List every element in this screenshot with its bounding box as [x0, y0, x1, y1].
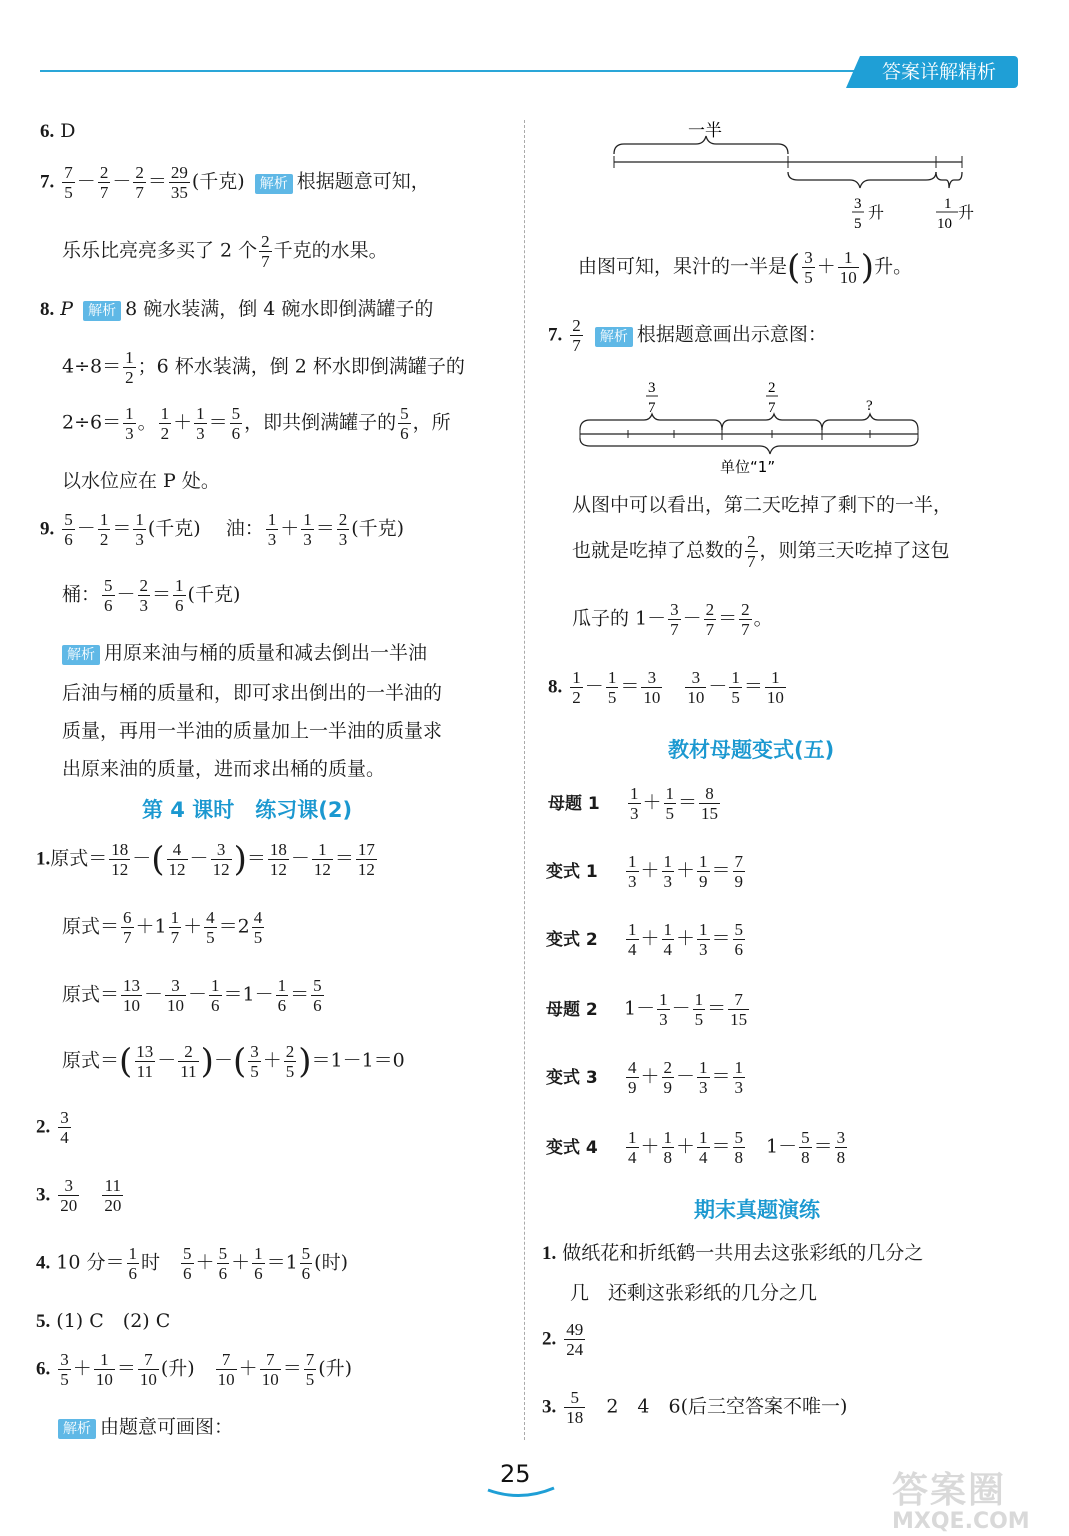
left-p1-eq3: 原式＝ $\frac{13}{10}$ － $\frac{3}{10}$ － $\frac{1}{6}$ ＝1－ $\frac{1}{6}$ ＝ $\frac{5}{6}$ [62, 976, 322, 1015]
svg-text:10: 10 [937, 216, 952, 232]
left-p1-eq4: 原式＝( $\frac{13}{11}$ － $\frac{2}{11}$ )－( $\frac{3}{5}$ ＋ $\frac{2}{5}$ )＝1－1＝0 [62, 1041, 405, 1082]
right-q7-l3: 瓜子的 1－ $\frac{3}{7}$ － $\frac{2}{7}$ ＝ $\frac{2}{7}$ 。 [572, 600, 773, 639]
page-number: 25 [500, 1460, 531, 1488]
svg-text:升: 升 [868, 203, 885, 222]
right-q7-l2: 也就是吃掉了总数的 $\frac{2}{7}$ ，则第三天吃掉了这包 [572, 532, 950, 571]
svg-text:3: 3 [854, 196, 862, 212]
left-q8-line4: 以水位应在 P 处。 [62, 470, 220, 492]
left-q9-bucket: 桶： $\frac{5}{6}$ － $\frac{2}{3}$ ＝ $\frac{1}{6}$ (千克) [62, 576, 241, 615]
analysis-tag: 解析 [595, 327, 633, 347]
left-q9-exp2: 后油与桶的质量和，即可求出倒出的一半油的 [62, 682, 443, 704]
left-q8-line2: 4÷8＝ $\frac{1}{2}$ ；6 杯水装满，倒 2 杯水即倒满罐子的 [62, 348, 465, 387]
variant-row: 变式 2 $\frac{1}{4}$ ＋ $\frac{1}{4}$ ＋ $\frac{1}{3}$ ＝ $\frac{5}{6}$ [546, 920, 744, 959]
left-q9-exp3: 质量，再用一半油的质量加上一半油的质量求 [62, 720, 443, 742]
seed-diagram [570, 374, 930, 476]
analysis-tag: 解析 [58, 1419, 96, 1439]
left-q6: 6. D [40, 120, 76, 142]
analysis-tag: 解析 [83, 301, 121, 321]
svg-text:升: 升 [958, 203, 975, 222]
page-number-swoosh [486, 1486, 556, 1500]
left-q7: 7. $\frac{7}{5}$ － $\frac{2}{7}$ － $\frac{2}{7}$ ＝ $\frac{29}{35}$ (千克) 解析 根据题意可知， [40, 163, 430, 202]
right-q8: 8. $\frac{1}{2}$ － $\frac{1}{5}$ ＝ $\frac{3}{10}$ $\frac{3}{10}$ － $\frac{1}{5}$ ＝ $\frac{1}{10}$ [548, 668, 784, 707]
right-q7-l1: 从图中可以看出，第二天吃掉了剩下的一半， [572, 494, 953, 516]
juice-diagram [600, 118, 980, 238]
svg-text:3: 3 [648, 380, 656, 396]
left-p3: 3. $\frac{3}{20}$ $\frac{11}{20}$ [36, 1176, 122, 1215]
half-label: 一半 [688, 121, 722, 141]
left-p6-exp: 解析 由题意可画图： [58, 1412, 233, 1439]
variant-row: 变式 3 $\frac{4}{9}$ ＋ $\frac{2}{9}$ － $\frac{1}{3}$ ＝ $\frac{1}{3}$ [546, 1058, 744, 1097]
section-title-final: 期末真题演练 [694, 1198, 820, 1222]
header-badge: 答案详解精析 [860, 56, 1018, 88]
left-p1-eq1: 1.原式＝ $\frac{18}{12}$ －( $\frac{4}{12}$ － $\frac{3}{12}$ )＝ $\frac{18}{12}$ － $\frac{1}{12}$ ＝ $\frac{17}{12}$ [36, 839, 375, 880]
left-q9-exp1: 解析 用原来油与桶的质量和减去倒出一半油 [62, 638, 427, 665]
watermark: 答案圈 MXQE.COM [892, 1470, 1030, 1534]
variant-row: 变式 1 $\frac{1}{3}$ ＋ $\frac{1}{3}$ ＋ $\frac{1}{9}$ ＝ $\frac{7}{9}$ [546, 852, 744, 891]
right-r1: 由图可知，果汁的一半是( $\frac{3}{5}$ ＋ $\frac{1}{10}$ )升。 [578, 247, 913, 288]
header-rule [40, 70, 860, 72]
seed-diagram-svg [570, 374, 930, 476]
svg-text:5: 5 [854, 216, 862, 232]
svg-text:7: 7 [648, 400, 656, 416]
lesson-title: 第 4 课时 练习课(2) [142, 798, 353, 822]
column-divider [524, 120, 525, 1440]
svg-text:1: 1 [944, 196, 952, 212]
left-p2: 2. $\frac{3}{4}$ [36, 1108, 69, 1147]
analysis-tag: 解析 [62, 645, 100, 665]
svg-text:单位“1”: 单位“1” [720, 458, 776, 476]
variant-row: 变式 4 $\frac{1}{4}$ ＋ $\frac{1}{8}$ ＋ $\frac{1}{4}$ ＝ $\frac{5}{8}$ 1－ $\frac{5}{8}$ ＝ $\frac{3}{8}$ [546, 1128, 846, 1167]
left-p1-eq2: 原式＝ $\frac{6}{7}$ ＋1 $\frac{1}{7}$ ＋ $\frac{4}{5}$ ＝2 $\frac{4}{5}$ [62, 908, 263, 947]
juice-diagram-svg [600, 118, 980, 238]
right-f1: 1. 做纸花和折纸鹤一共用去这张彩纸的几分之 [542, 1242, 924, 1264]
left-q7-exp: 乐乐比亮亮多买了 2 个 $\frac{2}{7}$ 千克的水果。 [62, 232, 388, 271]
right-f2: 2. $\frac{49}{24}$ [542, 1320, 584, 1359]
left-q9: 9. $\frac{5}{6}$ － $\frac{1}{2}$ ＝ $\frac{1}{3}$ (千克) 油： $\frac{1}{3}$ ＋ $\frac{1}{3}$ ＝ $\frac{2}{3}$ (千克) [40, 510, 405, 549]
svg-text:7: 7 [768, 400, 776, 416]
left-p6: 6. $\frac{3}{5}$ ＋ $\frac{1}{10}$ ＝ $\frac{7}{10}$ (升) $\frac{7}{10}$ ＋ $\frac{7}{10}$ ＝ $\frac{7}{5}$ (升) [36, 1350, 353, 1389]
variant-row: 母题 2 1－ $\frac{1}{3}$ － $\frac{1}{5}$ ＝ $\frac{7}{15}$ [546, 990, 748, 1029]
right-f3: 3. $\frac{5}{18}$ 2 4 6(后三空答案不唯一) [542, 1388, 848, 1427]
analysis-tag: 解析 [255, 174, 293, 194]
svg-text:?: ? [866, 398, 873, 414]
svg-text:2: 2 [768, 380, 776, 396]
left-p5: 5. (1) C (2) C [36, 1310, 171, 1332]
variant-row: 母题 1 $\frac{1}{3}$ ＋ $\frac{1}{5}$ ＝ $\frac{8}{15}$ [548, 784, 719, 823]
section-title-variants: 教材母题变式(五) [668, 738, 835, 762]
left-q8-line3: 2÷6＝ $\frac{1}{3}$ 。 $\frac{1}{2}$ ＋ $\frac{1}{3}$ ＝ $\frac{5}{6}$ ，即共倒满罐子的 $\frac{5}{6}$ ，所 [62, 404, 451, 443]
left-q8: 8. P 解析 8 碗水装满，倒 4 碗水即倒满罐子的 [40, 298, 434, 320]
left-q9-exp4: 出原来油的质量，进而求出桶的质量。 [62, 758, 386, 780]
left-p4: 4. 10 分＝ $\frac{1}{6}$ 时 $\frac{5}{6}$ ＋ $\frac{5}{6}$ ＋ $\frac{1}{6}$ ＝1 $\frac{5}{6}$ (时) [36, 1244, 348, 1283]
right-q7: 7. $\frac{2}{7}$ 解析 根据题意画出示意图： [548, 316, 827, 355]
right-f1-l2: 几 还剩这张彩纸的几分之几 [570, 1282, 818, 1304]
